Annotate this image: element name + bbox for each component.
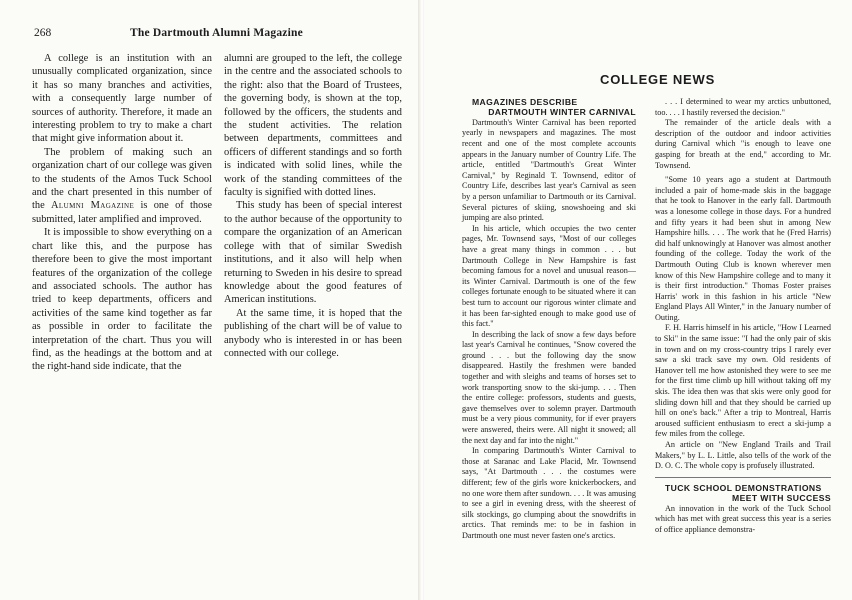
paragraph: An article on "New England Trails and Trail Makers," by L. L. Little, also tells of the work of the D. O. C. The whole copy is profusely illustrated. [655, 440, 831, 471]
magazine-name-smallcaps: Alumni Magazine [51, 200, 135, 212]
running-head [34, 27, 394, 41]
paragraph: A college is an institution with an unusually complicated organization, since it has so many branches and activities, with a consequently large number of sources of authority. Therefore, it made an interesting problem to try to make a chart that might give information about it. [32, 53, 212, 145]
paragraph: In his article, which occupies the two center pages, Mr. Townsend says, "Most of our colleges have a great many things in common . . . but Dartmouth College in New Hampshire is fast becoming famous for a novel and unusual reason—its Winter Carnival. Dartmouth is one of the few colleges fortunate enough to be situated where it can best turn to account our rigorous winter climate and it has been far-sighted enough to make good use of this fact." [462, 223, 636, 329]
paragraph: This study has been of special interest to the author because of the opportunity to compare the organization of an American college with that of similar Swedish institutions, and it also will help when returning to Sweden in his desire to spread knowledge about the good features of American institutions. [224, 200, 402, 306]
section-divider [655, 477, 831, 478]
paragraph: The remainder of the article deals with a description of the outdoor and indoor activities during Carnival which "is enough to leave one gasping for breath at the end," according to Mr. Townsend. [655, 118, 831, 170]
left-column-2 [224, 52, 402, 360]
paragraph: In comparing Dartmouth's Winter Carnival to those at Saranac and Lake Placid, Mr. Townsend says, "At Dartmouth . . . the costumes were different; few of the girls wore knickerbockers, and no one wore them after sundown. . . . It was amusing to see a girl in evening dress, with the sheerest of silk stockings, go clumping about the snowdrifts in arctics. That reminds me: to be in fashion in Dartmouth one must never fasten one's arctics. [462, 446, 636, 540]
headline-line: MAGAZINES DESCRIBE [472, 97, 578, 107]
headline-line: DARTMOUTH WINTER CARNIVAL [488, 107, 636, 118]
right-column-1 [462, 97, 636, 542]
headline-line: TUCK SCHOOL DEMONSTRATIONS [665, 482, 822, 493]
section-title: COLLEGE NEWS [600, 72, 716, 87]
paragraph: F. H. Harris himself in his article, "How I Learned to Ski" in the same issue: "I had the only pair of skis in town and on my cross-country trips I rarely ever saw a ski track save my own. Old residents of Hanover tell me how astonished they were to see me for the first time climb up hill without taking off my skis. The idea then was that skis were only good for sliding down hill and that they should be carried up hill on one's back." After a trip to Montreal, Harris aroused sufficient enthusiasm to erect a ski-jump a few miles from the college. [655, 323, 831, 439]
paragraph: In describing the lack of snow a few days before last year's Carnival he continues, "Snow covered the ground . . . but the following day the snow disappeared. Hastily the freshmen were banded together and with sleighs and teams of horses set to work transporting snow to the ski-jump. . . . Then the entire college: professors, students and guests, gave themselves over to solemn prayer. Dartmouth must be a very pious community, for if ever prayers were answered, theirs were. All night it snowed; all the next day and far into the night." [462, 329, 636, 445]
right-column-2 [655, 97, 831, 535]
paragraph: At the same time, it is hoped that the publishing of the chart will be of value to anybody who is interested in or has been connected with our college. [224, 307, 402, 359]
magazine-title: The Dartmouth Alumni Magazine [130, 27, 303, 39]
headline-line: MEET WITH SUCCESS [732, 493, 831, 504]
paragraph: . . . I determined to wear my arctics unbuttoned, too. . . . I hastily reversed the decision." [655, 97, 831, 117]
paragraph: Dartmouth's Winter Carnival has been reported yearly in newspapers and magazines. The most recent and one of the most complete accounts appears in the January number of Country Life. The article, entitled "Dartmouth's Great Winter Carnival," by Reginald T. Townsend, editor of Country Life, describes last year's Carnival as seen by a person unfamiliar to Dartmouth or its Carnival. Several pictures of skiing, snowshoeing and ski jumping are also printed. [462, 117, 636, 223]
paragraph-text: The problem of making such an organization chart of our college was given to the students of the Amos Tuck School and the chart presented in this number of the [32, 146, 212, 212]
paragraph: An innovation in the work of the Tuck School which has met with great success this year is a series of office appliance demonstra- [655, 503, 831, 534]
article-headline [655, 483, 831, 504]
paragraph [32, 146, 212, 226]
paragraph: It is impossible to show everything on a chart like this, and the purpose has therefore been to give the most important features of the organization of the college and associated schools. The author has tried to keep departments, officers and activities of the same kind together as far as possible in order to facilitate the interpretation of the chart. Thus you will find, as the headings at the bottom and at the right-hand side indicate, that the [32, 227, 212, 373]
paragraph-text: is one of those submitted, later amplified and improved. [32, 200, 212, 225]
paragraph: "Some 10 years ago a student at Dartmouth included a pair of home-made skis in the baggage that he took to Hanover in the early fall. Dartmouth was a lonesome college in those days. For a hundred and fifty years it had been shut in among New Hampshire hills. . . . The work that he (Fred Harris) did half unknowingly at Hanover was almost another founding of the college. Today the work of the Dartmouth Outing Club is known wherever men know of this New Hampshire college and to many it is their first introduction." Thomas Foster praises Harris' work in this fashion in his article "New England Plays All Winter," in the January number of Outing. [655, 175, 831, 322]
paragraph: alumni are grouped to the left, the college in the centre and the associated schools to the right: also that the Board of Trustees, the governing body, is shown at the top, followed by the officers, the students and the student activities. The relation between departments, committees and officers of different standings and so forth is indicated with solid lines, while the work of the standing committees of the faculty is signified with dotted lines. [224, 53, 402, 199]
article-headline [462, 97, 636, 118]
page-number: 268 [34, 27, 52, 39]
left-column-1 [32, 52, 212, 374]
